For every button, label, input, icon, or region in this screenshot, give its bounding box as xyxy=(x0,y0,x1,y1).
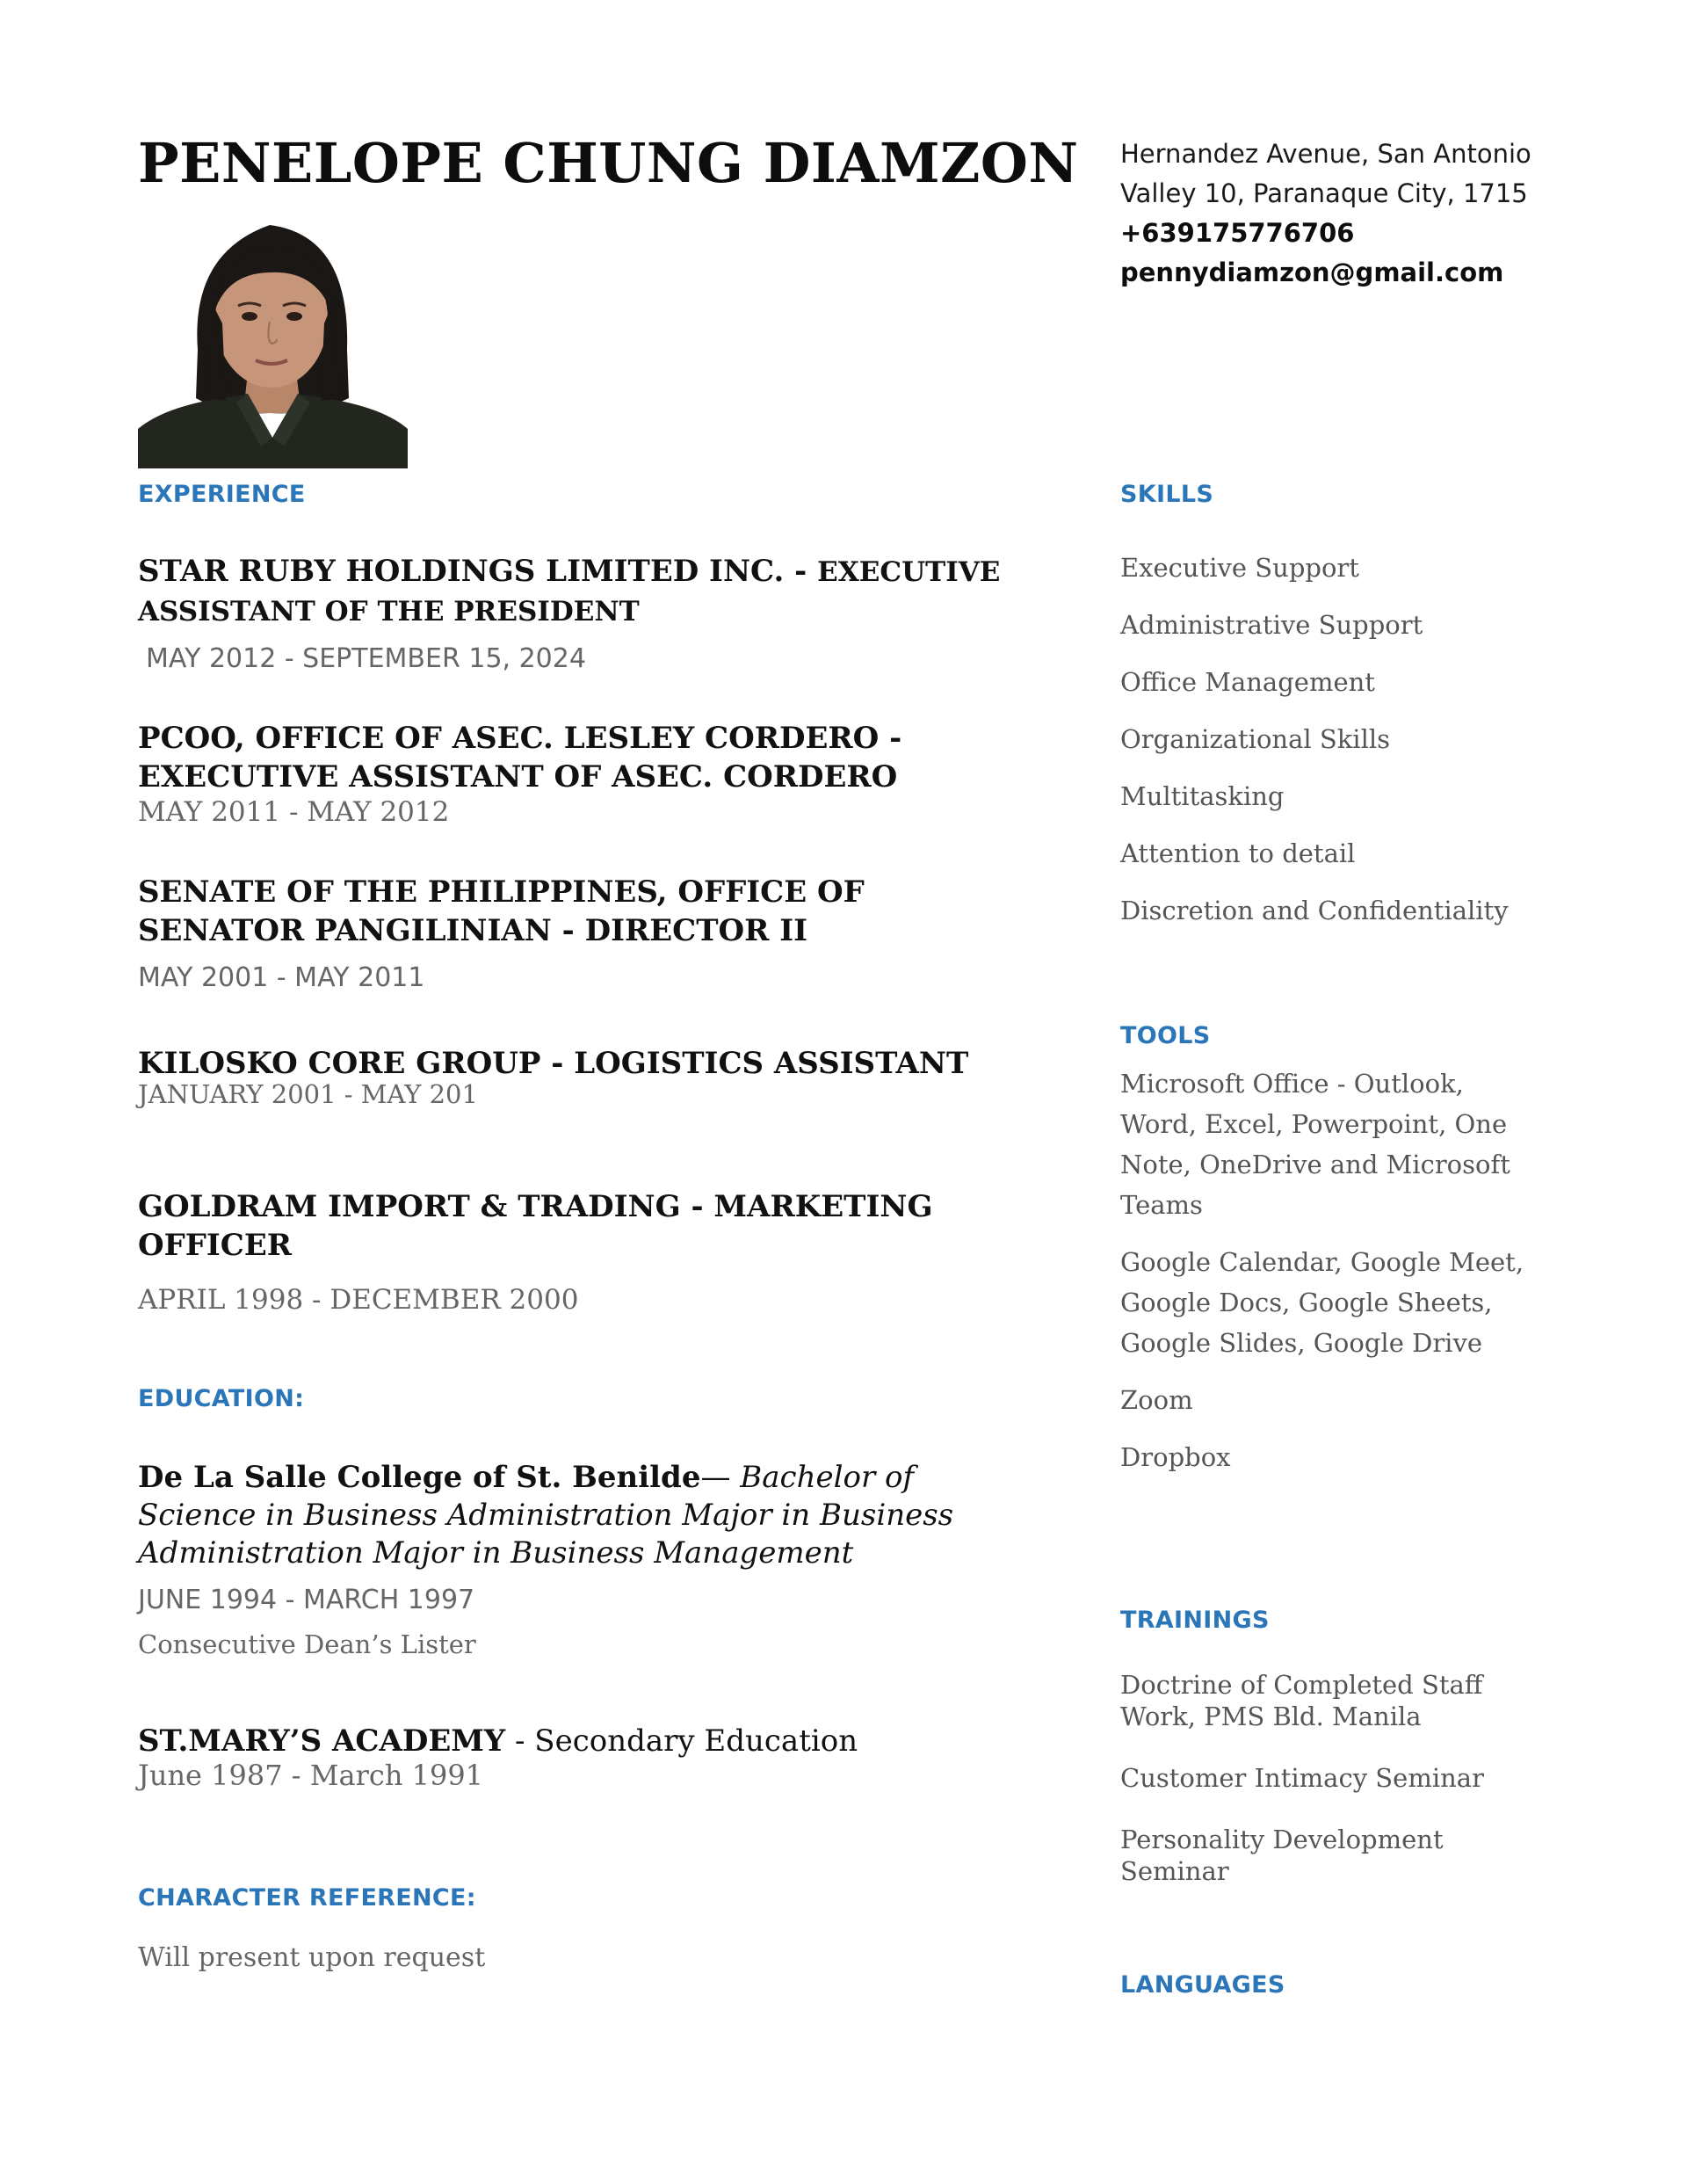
email-address: pennydiamzon@gmail.com xyxy=(1120,258,1504,287)
training-item: Customer Intimacy Seminar xyxy=(1120,1763,1484,1793)
job-title: SENATE OF THE PHILIPPINES, OFFICE OF SENATOR PANGILINIAN - DIRECTOR II xyxy=(138,874,865,948)
job-dates: MAY 2001 - MAY 2011 xyxy=(138,962,425,993)
education-dates: JUNE 1994 - MARCH 1997 xyxy=(138,1585,475,1615)
tool-item: Google Calendar, Google Meet, Google Docs, Google Sheets, Google Slides, Google Drive xyxy=(1120,1247,1524,1358)
training-item: Personality Development Seminar xyxy=(1120,1825,1444,1886)
contact-block xyxy=(1120,134,1612,293)
languages-heading: LANGUAGES xyxy=(1120,1971,1285,1999)
job-dates: MAY 2011 - MAY 2012 xyxy=(138,796,450,828)
job-title: GOLDRAM IMPORT & TRADING - MARKETING OFFICER xyxy=(138,1189,933,1263)
skill-item: Office Management xyxy=(1120,667,1375,697)
skill-item: Executive Support xyxy=(1120,553,1359,583)
job-dates: JANUARY 2001 - MAY 201 xyxy=(138,1079,478,1109)
degree-name: Secondary Education xyxy=(534,1723,858,1759)
tool-item: Dropbox xyxy=(1120,1442,1231,1472)
job-dates: MAY 2012 - SEPTEMBER 15, 2024 xyxy=(146,643,586,674)
tools-heading: TOOLS xyxy=(1120,1022,1211,1049)
profile-photo xyxy=(138,218,408,468)
school-name: ST.MARY’S ACADEMY xyxy=(138,1723,506,1759)
trainings-list xyxy=(1120,1669,1533,1887)
candidate-name: PENELOPE CHUNG DIAMZON xyxy=(138,131,1079,195)
job-title: PCOO, OFFICE OF ASEC. LESLEY CORDERO - EXECUTIVE ASSISTANT OF ASEC. CORDERO xyxy=(138,721,902,795)
skills-list xyxy=(1120,548,1509,947)
skill-item: Attention to detail xyxy=(1120,838,1356,868)
character-reference-text: Will present upon request xyxy=(138,1942,486,1973)
tool-item: Microsoft Office - Outlook, Word, Excel, Powerpoint, One Note, OneDrive and Microsoft Teams xyxy=(1120,1069,1510,1220)
job-entry xyxy=(138,719,1034,828)
job-entry xyxy=(138,552,1034,674)
skill-item: Discretion and Confidentiality xyxy=(1120,896,1509,925)
job-dates: APRIL 1998 - DECEMBER 2000 xyxy=(138,1284,579,1316)
job-entry xyxy=(138,873,1034,993)
job-title xyxy=(138,552,1034,631)
education-title xyxy=(138,1459,1017,1572)
education-entry xyxy=(138,1459,1017,1659)
job-title: KILOSKO CORE GROUP - LOGISTICS ASSISTANT xyxy=(138,1046,969,1081)
title-separator: - xyxy=(505,1723,535,1759)
education-entry xyxy=(138,1723,1017,1792)
education-dates: June 1987 - March 1991 xyxy=(138,1759,484,1792)
job-role: EXECUTIVE ASSISTANT OF THE PRESIDENT xyxy=(138,556,1001,628)
skill-item: Multitasking xyxy=(1120,781,1285,811)
skill-item: Administrative Support xyxy=(1120,610,1423,640)
education-title xyxy=(138,1723,1017,1760)
tools-list xyxy=(1120,1063,1533,1477)
tool-item: Zoom xyxy=(1120,1385,1193,1415)
skills-heading: SKILLS xyxy=(1120,481,1214,508)
title-separator: — xyxy=(700,1460,741,1495)
school-name: De La Salle College of St. Benilde xyxy=(138,1460,701,1495)
education-note: Consecutive Dean’s Lister xyxy=(138,1629,476,1659)
experience-heading: EXPERIENCE xyxy=(138,481,306,508)
training-item: Doctrine of Completed Staff Work, PMS Bld. Manila xyxy=(1120,1670,1483,1731)
skill-item: Organizational Skills xyxy=(1120,724,1391,754)
job-company: STAR RUBY HOLDINGS LIMITED INC. - xyxy=(138,554,818,589)
character-reference-heading: CHARACTER REFERENCE: xyxy=(138,1884,476,1912)
education-heading: EDUCATION: xyxy=(138,1385,305,1412)
job-entry xyxy=(138,1044,1034,1109)
address-line-2: Valley 10, Paranaque City, 1715 xyxy=(1120,178,1528,208)
phone-number: +639175776706 xyxy=(1120,218,1355,248)
address-line-1: Hernandez Avenue, San Antonio xyxy=(1120,139,1531,169)
job-entry xyxy=(138,1187,1034,1316)
degree-name: Bachelor of Science in Business Administration Major in Business Administration Major in Business Management xyxy=(138,1460,954,1571)
trainings-heading: TRAININGS xyxy=(1120,1607,1270,1634)
